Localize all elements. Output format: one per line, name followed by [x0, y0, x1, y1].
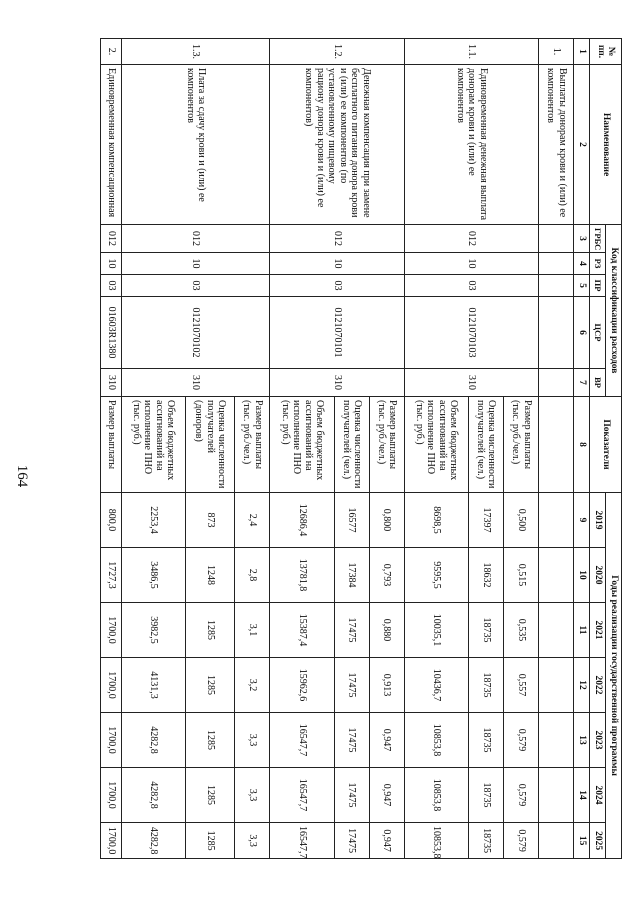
- value-cell: 1248: [185, 548, 235, 603]
- value-cell: 16547,7: [270, 823, 334, 859]
- row-grbs: 012: [121, 225, 270, 253]
- empty-cell: [539, 548, 574, 603]
- value-cell: 10436,7: [404, 658, 468, 713]
- value-cell: 18735: [468, 713, 503, 768]
- empty-cell: [539, 369, 574, 397]
- index-cell: 11: [574, 603, 590, 658]
- empty-cell: [539, 397, 574, 493]
- value-cell: 0,500: [503, 493, 538, 548]
- header-csr: ЦСР: [590, 297, 606, 369]
- table-header: [574, 39, 622, 859]
- value-cell: 1700,0: [101, 713, 122, 768]
- table-row: [101, 39, 122, 859]
- empty-cell: [539, 768, 574, 823]
- index-cell: 14: [574, 768, 590, 823]
- table-row: [369, 39, 404, 859]
- value-cell: 1285: [185, 603, 235, 658]
- value-cell: 12686,4: [270, 493, 334, 548]
- row-pr: 03: [121, 275, 270, 297]
- value-cell: 17475: [334, 713, 369, 768]
- value-cell: 3,3: [235, 768, 270, 823]
- value-cell: 4282,8: [121, 823, 185, 859]
- empty-cell: [539, 275, 574, 297]
- header-indicators: Показатели: [590, 397, 622, 493]
- value-cell: 4282,8: [121, 768, 185, 823]
- row-grbs: 012: [101, 225, 122, 253]
- value-cell: 17475: [334, 823, 369, 859]
- empty-cell: [539, 658, 574, 713]
- value-cell: 2253,4: [121, 493, 185, 548]
- value-cell: 15962,6: [270, 658, 334, 713]
- table-body: [101, 39, 574, 859]
- value-cell: 10853,8: [404, 768, 468, 823]
- indicator-label: Оценка численности получателей (чел.): [334, 397, 369, 493]
- indicator-label: Размер выплаты (тыс. руб./чел.): [235, 397, 270, 493]
- row-name: Денежная компенсация при замене бесплатного питания донора крови и (или) ее компонентов (по установленному пищевому рациону донора крови и (или) ее компонентов): [270, 65, 404, 225]
- value-cell: 3,3: [235, 713, 270, 768]
- value-cell: 17475: [334, 603, 369, 658]
- row-vr: 310: [270, 369, 404, 397]
- index-cell: 5: [574, 275, 590, 297]
- value-cell: 18735: [468, 603, 503, 658]
- row-rz: 10: [404, 253, 538, 275]
- value-cell: 17475: [334, 658, 369, 713]
- header-code-group: Код классификации расходов: [606, 225, 622, 397]
- page-number: 164: [14, 464, 30, 488]
- table-row: [539, 39, 574, 859]
- value-cell: 3982,5: [121, 603, 185, 658]
- value-cell: 873: [185, 493, 235, 548]
- value-cell: 17397: [468, 493, 503, 548]
- value-cell: 3486,5: [121, 548, 185, 603]
- header-year: 2019: [590, 493, 606, 548]
- header-year: 2023: [590, 713, 606, 768]
- row-no: 2.: [101, 39, 122, 65]
- value-cell: 1700,0: [101, 603, 122, 658]
- value-cell: 0,793: [369, 548, 404, 603]
- row-vr: 310: [404, 369, 538, 397]
- indicator-label: Объем бюджетных ассигнований на исполнение ПНО (тыс. руб.): [404, 397, 468, 493]
- value-cell: 16547,7: [270, 713, 334, 768]
- row-vr: 310: [101, 369, 122, 397]
- value-cell: 1285: [185, 658, 235, 713]
- row-no: 1.1.: [404, 39, 538, 65]
- header-years-group: Годы реализации государственной программы: [606, 493, 622, 859]
- value-cell: 0,579: [503, 713, 538, 768]
- value-cell: 16547,7: [270, 768, 334, 823]
- header-year: 2024: [590, 768, 606, 823]
- value-cell: 0,947: [369, 713, 404, 768]
- header-no: № пп.: [590, 39, 622, 65]
- row-name: Выплаты донорам крови и (или) ее компонентов: [539, 65, 574, 225]
- header-year: 2021: [590, 603, 606, 658]
- row-no: 1.2.: [270, 39, 404, 65]
- index-cell: 6: [574, 297, 590, 369]
- value-cell: 10035,1: [404, 603, 468, 658]
- value-cell: 15387,4: [270, 603, 334, 658]
- indicator-label: Оценка численности получателей (чел.): [468, 397, 503, 493]
- row-no: 1.3.: [121, 39, 270, 65]
- row-csr: 0121070101: [270, 297, 404, 369]
- index-cell: 9: [574, 493, 590, 548]
- empty-cell: [539, 493, 574, 548]
- header-rz: РЗ: [590, 253, 606, 275]
- row-name: Единовременная компенсационная: [101, 65, 122, 225]
- empty-cell: [539, 603, 574, 658]
- header-pr: ПР: [590, 275, 606, 297]
- table-row: [503, 39, 538, 859]
- empty-cell: [539, 225, 574, 253]
- row-pr: 03: [404, 275, 538, 297]
- value-cell: 1285: [185, 823, 235, 859]
- value-cell: 4131,3: [121, 658, 185, 713]
- value-cell: 17384: [334, 548, 369, 603]
- header-year: 2025: [590, 823, 606, 859]
- value-cell: 16577: [334, 493, 369, 548]
- value-cell: 2,4: [235, 493, 270, 548]
- value-cell: 0,880: [369, 603, 404, 658]
- budget-table: [100, 38, 622, 859]
- value-cell: 10853,8: [404, 823, 468, 859]
- empty-cell: [539, 713, 574, 768]
- index-cell: 2: [574, 65, 590, 225]
- row-pr: 03: [270, 275, 404, 297]
- index-cell: 15: [574, 823, 590, 859]
- indicator-label: Объем бюджетных ассигнований на исполнение ПНО (тыс. руб.): [121, 397, 185, 493]
- index-cell: 12: [574, 658, 590, 713]
- indicator-label: Размер выплаты: [101, 397, 122, 493]
- value-cell: 0,535: [503, 603, 538, 658]
- row-csr: 0121070102: [121, 297, 270, 369]
- value-cell: 800,0: [101, 493, 122, 548]
- row-rz: 10: [121, 253, 270, 275]
- index-cell: 8: [574, 397, 590, 493]
- index-cell: 3: [574, 225, 590, 253]
- value-cell: 0,557: [503, 658, 538, 713]
- empty-cell: [539, 297, 574, 369]
- row-grbs: 012: [404, 225, 538, 253]
- header-vr: ВР: [590, 369, 606, 397]
- indicator-label: Объем бюджетных ассигнований на исполнение ПНО (тыс. руб.): [270, 397, 334, 493]
- value-cell: 8698,5: [404, 493, 468, 548]
- value-cell: 0,579: [503, 823, 538, 859]
- row-rz: 10: [101, 253, 122, 275]
- value-cell: 0,913: [369, 658, 404, 713]
- value-cell: 1700,0: [101, 658, 122, 713]
- empty-cell: [539, 253, 574, 275]
- value-cell: 18735: [468, 823, 503, 859]
- value-cell: 1727,3: [101, 548, 122, 603]
- header-year: 2020: [590, 548, 606, 603]
- index-cell: 13: [574, 713, 590, 768]
- value-cell: 18735: [468, 658, 503, 713]
- indicator-label: Оценка численности получателей (доноров): [185, 397, 235, 493]
- row-name: Единовременная денежная выплата донорам крови и (или) ее компонентов: [404, 65, 538, 225]
- row-rz: 10: [270, 253, 404, 275]
- value-cell: 3,3: [235, 823, 270, 859]
- row-csr: 01603R1380: [101, 297, 122, 369]
- value-cell: 1285: [185, 768, 235, 823]
- index-cell: 7: [574, 369, 590, 397]
- row-pr: 03: [101, 275, 122, 297]
- value-cell: 13781,8: [270, 548, 334, 603]
- value-cell: 1285: [185, 713, 235, 768]
- value-cell: 0,947: [369, 823, 404, 859]
- row-no: 1.: [539, 39, 574, 65]
- value-cell: 18735: [468, 768, 503, 823]
- indicator-label: Размер выплаты (тыс. руб./чел.): [503, 397, 538, 493]
- value-cell: 2,8: [235, 548, 270, 603]
- value-cell: 0,515: [503, 548, 538, 603]
- value-cell: 9595,5: [404, 548, 468, 603]
- row-name: Плата за сдачу крови и (или) ее компонентов: [121, 65, 270, 225]
- value-cell: 0,800: [369, 493, 404, 548]
- value-cell: 4282,8: [121, 713, 185, 768]
- value-cell: 10853,8: [404, 713, 468, 768]
- index-cell: 4: [574, 253, 590, 275]
- value-cell: 1700,0: [101, 823, 122, 859]
- indicator-label: Размер выплаты (тыс. руб./чел.): [369, 397, 404, 493]
- row-grbs: 012: [270, 225, 404, 253]
- index-row: [574, 39, 590, 859]
- value-cell: 18632: [468, 548, 503, 603]
- value-cell: 3,1: [235, 603, 270, 658]
- index-cell: 10: [574, 548, 590, 603]
- rotated-table-container: [100, 38, 622, 858]
- value-cell: 1700,0: [101, 768, 122, 823]
- table-row: [235, 39, 270, 859]
- index-cell: 1: [574, 39, 590, 65]
- header-grbs: ГРБС: [590, 225, 606, 253]
- row-vr: 310: [121, 369, 270, 397]
- empty-cell: [539, 823, 574, 859]
- value-cell: 0,947: [369, 768, 404, 823]
- header-year: 2022: [590, 658, 606, 713]
- header-name: Наименование: [590, 65, 622, 225]
- value-cell: 3,2: [235, 658, 270, 713]
- row-csr: 0121070103: [404, 297, 538, 369]
- value-cell: 0,579: [503, 768, 538, 823]
- value-cell: 17475: [334, 768, 369, 823]
